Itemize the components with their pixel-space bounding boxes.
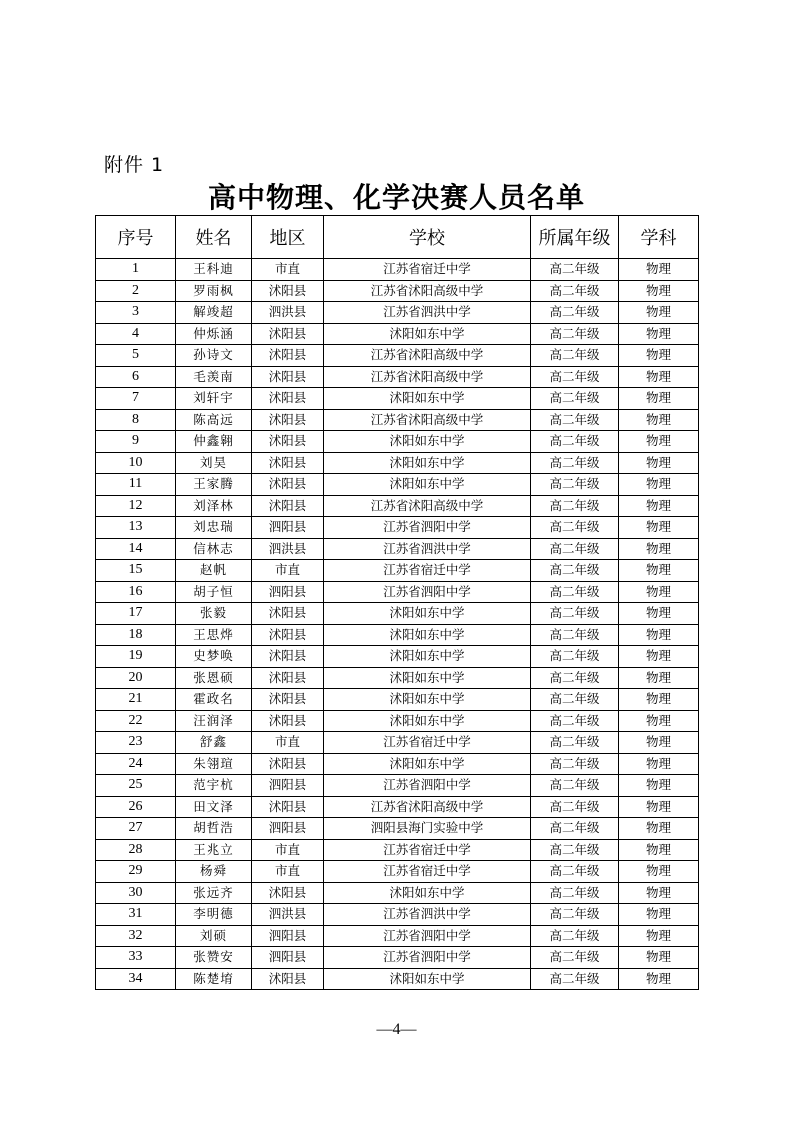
name-cell: 解竣超 (176, 302, 252, 324)
serial-number-cell: 5 (96, 345, 176, 367)
subject-cell: 物理 (619, 517, 699, 539)
name-cell: 霍政名 (176, 689, 252, 711)
table-row (96, 431, 699, 453)
serial-number-cell: 7 (96, 388, 176, 410)
table-row (96, 538, 699, 560)
region-cell: 沭阳县 (252, 667, 324, 689)
subject-cell: 物理 (619, 818, 699, 840)
serial-number-cell: 3 (96, 302, 176, 324)
subject-cell: 物理 (619, 646, 699, 668)
school-cell: 江苏省泗阳中学 (324, 925, 531, 947)
serial-number-cell: 1 (96, 259, 176, 281)
table-row (96, 259, 699, 281)
school-cell: 江苏省宿迁中学 (324, 861, 531, 883)
contestant-table (95, 215, 699, 990)
school-cell: 沭阳如东中学 (324, 667, 531, 689)
grade-cell: 高二年级 (531, 280, 619, 302)
region-cell: 沭阳县 (252, 388, 324, 410)
region-cell: 市直 (252, 259, 324, 281)
table-body (96, 259, 699, 990)
serial-number-cell: 26 (96, 796, 176, 818)
subject-cell: 物理 (619, 839, 699, 861)
region-cell: 市直 (252, 839, 324, 861)
grade-cell: 高二年级 (531, 259, 619, 281)
table-row (96, 861, 699, 883)
grade-cell: 高二年级 (531, 323, 619, 345)
serial-number-cell: 10 (96, 452, 176, 474)
region-cell: 沭阳县 (252, 710, 324, 732)
table-row (96, 302, 699, 324)
name-cell: 罗雨枫 (176, 280, 252, 302)
attachment-label: 附件 1 (104, 154, 165, 176)
school-cell: 江苏省沭阳高级中学 (324, 366, 531, 388)
grade-cell: 高二年级 (531, 495, 619, 517)
serial-number-cell: 14 (96, 538, 176, 560)
table-row (96, 904, 699, 926)
subject-cell: 物理 (619, 581, 699, 603)
table-row (96, 753, 699, 775)
subject-cell: 物理 (619, 624, 699, 646)
region-cell: 沭阳县 (252, 452, 324, 474)
name-cell: 仲鑫翱 (176, 431, 252, 453)
table-row (96, 452, 699, 474)
region-cell: 泗阳县 (252, 925, 324, 947)
grade-cell: 高二年级 (531, 796, 619, 818)
subject-cell: 物理 (619, 775, 699, 797)
subject-cell: 物理 (619, 667, 699, 689)
school-cell: 江苏省宿迁中学 (324, 732, 531, 754)
name-cell: 胡子恒 (176, 581, 252, 603)
subject-cell: 物理 (619, 538, 699, 560)
table-row (96, 667, 699, 689)
grade-cell: 高二年级 (531, 517, 619, 539)
region-cell: 沭阳县 (252, 495, 324, 517)
name-cell: 朱翎瑄 (176, 753, 252, 775)
region-cell: 泗阳县 (252, 947, 324, 969)
school-cell: 沭阳如东中学 (324, 753, 531, 775)
name-cell: 杨舜 (176, 861, 252, 883)
name-cell: 王思烨 (176, 624, 252, 646)
serial-number-cell: 15 (96, 560, 176, 582)
region-cell: 市直 (252, 560, 324, 582)
table-row (96, 323, 699, 345)
grade-cell: 高二年级 (531, 581, 619, 603)
school-cell: 沭阳如东中学 (324, 710, 531, 732)
school-cell: 江苏省泗阳中学 (324, 947, 531, 969)
table-row (96, 581, 699, 603)
region-cell: 市直 (252, 861, 324, 883)
school-cell: 沭阳如东中学 (324, 624, 531, 646)
school-cell: 沭阳如东中学 (324, 882, 531, 904)
grade-cell: 高二年级 (531, 302, 619, 324)
subject-cell: 物理 (619, 323, 699, 345)
name-cell: 范宇杭 (176, 775, 252, 797)
region-cell: 沭阳县 (252, 796, 324, 818)
name-cell: 李明德 (176, 904, 252, 926)
grade-cell: 高二年级 (531, 431, 619, 453)
region-cell: 泗洪县 (252, 904, 324, 926)
grade-cell: 高二年级 (531, 968, 619, 990)
serial-number-cell: 16 (96, 581, 176, 603)
region-cell: 沭阳县 (252, 882, 324, 904)
school-cell: 江苏省泗阳中学 (324, 517, 531, 539)
grade-cell: 高二年级 (531, 646, 619, 668)
name-cell: 陈高远 (176, 409, 252, 431)
school-cell: 江苏省泗阳中学 (324, 775, 531, 797)
serial-number-cell: 12 (96, 495, 176, 517)
name-cell: 张远齐 (176, 882, 252, 904)
name-cell: 张恩硕 (176, 667, 252, 689)
region-cell: 沭阳县 (252, 280, 324, 302)
name-cell: 陈楚堉 (176, 968, 252, 990)
table-row (96, 603, 699, 625)
subject-cell: 物理 (619, 366, 699, 388)
grade-cell: 高二年级 (531, 388, 619, 410)
serial-number-cell: 13 (96, 517, 176, 539)
region-cell: 沭阳县 (252, 968, 324, 990)
table-row (96, 839, 699, 861)
serial-number-cell: 6 (96, 366, 176, 388)
grade-cell: 高二年级 (531, 667, 619, 689)
grade-cell: 高二年级 (531, 861, 619, 883)
page-number: —4— (376, 1021, 417, 1038)
table-row (96, 646, 699, 668)
serial-number-cell: 25 (96, 775, 176, 797)
grade-cell: 高二年级 (531, 538, 619, 560)
school-cell: 江苏省沭阳高级中学 (324, 409, 531, 431)
serial-number-cell: 24 (96, 753, 176, 775)
serial-number-cell: 19 (96, 646, 176, 668)
region-cell: 泗洪县 (252, 302, 324, 324)
grade-cell: 高二年级 (531, 925, 619, 947)
serial-number-cell: 23 (96, 732, 176, 754)
subject-cell: 物理 (619, 603, 699, 625)
serial-number-cell: 29 (96, 861, 176, 883)
subject-cell: 物理 (619, 409, 699, 431)
table-row (96, 388, 699, 410)
subject-cell: 物理 (619, 968, 699, 990)
grade-cell: 高二年级 (531, 818, 619, 840)
name-cell: 刘忠瑞 (176, 517, 252, 539)
table-row (96, 775, 699, 797)
subject-cell: 物理 (619, 710, 699, 732)
school-cell: 江苏省宿迁中学 (324, 839, 531, 861)
subject-cell: 物理 (619, 345, 699, 367)
table-row (96, 796, 699, 818)
school-cell: 江苏省泗洪中学 (324, 302, 531, 324)
name-cell: 刘泽林 (176, 495, 252, 517)
school-cell: 沭阳如东中学 (324, 689, 531, 711)
table-row (96, 345, 699, 367)
region-cell: 泗阳县 (252, 818, 324, 840)
table-row (96, 732, 699, 754)
table-row (96, 366, 699, 388)
name-cell: 刘硕 (176, 925, 252, 947)
school-cell: 泗阳县海门实验中学 (324, 818, 531, 840)
serial-number-cell: 30 (96, 882, 176, 904)
table-row (96, 710, 699, 732)
subject-cell: 物理 (619, 689, 699, 711)
region-cell: 沭阳县 (252, 646, 324, 668)
grade-cell: 高二年级 (531, 689, 619, 711)
serial-number-cell: 17 (96, 603, 176, 625)
name-cell: 刘昊 (176, 452, 252, 474)
school-cell: 江苏省泗洪中学 (324, 538, 531, 560)
subject-cell: 物理 (619, 431, 699, 453)
grade-cell: 高二年级 (531, 947, 619, 969)
school-cell: 沭阳如东中学 (324, 452, 531, 474)
header-subject: 学科 (619, 216, 699, 259)
header-region: 地区 (252, 216, 324, 259)
name-cell: 王家腾 (176, 474, 252, 496)
region-cell: 泗阳县 (252, 775, 324, 797)
school-cell: 沭阳如东中学 (324, 323, 531, 345)
school-cell: 沭阳如东中学 (324, 388, 531, 410)
serial-number-cell: 33 (96, 947, 176, 969)
name-cell: 王兆立 (176, 839, 252, 861)
school-cell: 江苏省沭阳高级中学 (324, 796, 531, 818)
serial-number-cell: 22 (96, 710, 176, 732)
grade-cell: 高二年级 (531, 366, 619, 388)
region-cell: 沭阳县 (252, 323, 324, 345)
subject-cell: 物理 (619, 474, 699, 496)
name-cell: 王科迪 (176, 259, 252, 281)
grade-cell: 高二年级 (531, 732, 619, 754)
subject-cell: 物理 (619, 495, 699, 517)
subject-cell: 物理 (619, 560, 699, 582)
subject-cell: 物理 (619, 732, 699, 754)
table-row (96, 409, 699, 431)
table-header-row (96, 216, 699, 259)
school-cell: 江苏省宿迁中学 (324, 560, 531, 582)
region-cell: 泗洪县 (252, 538, 324, 560)
header-grade: 所属年级 (531, 216, 619, 259)
serial-number-cell: 28 (96, 839, 176, 861)
school-cell: 江苏省沭阳高级中学 (324, 495, 531, 517)
school-cell: 江苏省沭阳高级中学 (324, 280, 531, 302)
table-row (96, 517, 699, 539)
table-row (96, 882, 699, 904)
name-cell: 赵帆 (176, 560, 252, 582)
table-row (96, 560, 699, 582)
subject-cell: 物理 (619, 452, 699, 474)
subject-cell: 物理 (619, 388, 699, 410)
subject-cell: 物理 (619, 882, 699, 904)
subject-cell: 物理 (619, 925, 699, 947)
table-row (96, 474, 699, 496)
serial-number-cell: 31 (96, 904, 176, 926)
subject-cell: 物理 (619, 259, 699, 281)
name-cell: 孙诗文 (176, 345, 252, 367)
name-cell: 张赞安 (176, 947, 252, 969)
region-cell: 沭阳县 (252, 345, 324, 367)
school-cell: 沭阳如东中学 (324, 968, 531, 990)
school-cell: 沭阳如东中学 (324, 646, 531, 668)
grade-cell: 高二年级 (531, 710, 619, 732)
name-cell: 史梦唤 (176, 646, 252, 668)
grade-cell: 高二年级 (531, 753, 619, 775)
serial-number-cell: 4 (96, 323, 176, 345)
name-cell: 仲烁涵 (176, 323, 252, 345)
serial-number-cell: 11 (96, 474, 176, 496)
region-cell: 沭阳县 (252, 603, 324, 625)
grade-cell: 高二年级 (531, 474, 619, 496)
serial-number-cell: 8 (96, 409, 176, 431)
region-cell: 沭阳县 (252, 366, 324, 388)
name-cell: 田文泽 (176, 796, 252, 818)
table-row (96, 968, 699, 990)
grade-cell: 高二年级 (531, 452, 619, 474)
region-cell: 泗阳县 (252, 517, 324, 539)
grade-cell: 高二年级 (531, 882, 619, 904)
serial-number-cell: 2 (96, 280, 176, 302)
grade-cell: 高二年级 (531, 624, 619, 646)
document-title: 高中物理、化学决赛人员名单 (207, 181, 585, 214)
region-cell: 沭阳县 (252, 753, 324, 775)
region-cell: 沭阳县 (252, 409, 324, 431)
name-cell: 毛羡南 (176, 366, 252, 388)
subject-cell: 物理 (619, 796, 699, 818)
table-row (96, 624, 699, 646)
grade-cell: 高二年级 (531, 603, 619, 625)
serial-number-cell: 20 (96, 667, 176, 689)
subject-cell: 物理 (619, 904, 699, 926)
school-cell: 江苏省泗洪中学 (324, 904, 531, 926)
school-cell: 江苏省宿迁中学 (324, 259, 531, 281)
name-cell: 张毅 (176, 603, 252, 625)
table-row (96, 495, 699, 517)
table-row (96, 689, 699, 711)
subject-cell: 物理 (619, 753, 699, 775)
serial-number-cell: 32 (96, 925, 176, 947)
name-cell: 胡哲浩 (176, 818, 252, 840)
school-cell: 沭阳如东中学 (324, 474, 531, 496)
school-cell: 江苏省泗阳中学 (324, 581, 531, 603)
grade-cell: 高二年级 (531, 775, 619, 797)
subject-cell: 物理 (619, 280, 699, 302)
name-cell: 信林志 (176, 538, 252, 560)
subject-cell: 物理 (619, 861, 699, 883)
name-cell: 刘轩宇 (176, 388, 252, 410)
table-row (96, 818, 699, 840)
subject-cell: 物理 (619, 302, 699, 324)
header-school: 学校 (324, 216, 531, 259)
table-row (96, 947, 699, 969)
table-row (96, 925, 699, 947)
serial-number-cell: 18 (96, 624, 176, 646)
name-cell: 汪润泽 (176, 710, 252, 732)
serial-number-cell: 9 (96, 431, 176, 453)
grade-cell: 高二年级 (531, 904, 619, 926)
serial-number-cell: 27 (96, 818, 176, 840)
school-cell: 江苏省沭阳高级中学 (324, 345, 531, 367)
region-cell: 市直 (252, 732, 324, 754)
region-cell: 沭阳县 (252, 431, 324, 453)
region-cell: 沭阳县 (252, 474, 324, 496)
table-row (96, 280, 699, 302)
subject-cell: 物理 (619, 947, 699, 969)
grade-cell: 高二年级 (531, 560, 619, 582)
grade-cell: 高二年级 (531, 409, 619, 431)
header-name: 姓名 (176, 216, 252, 259)
region-cell: 泗阳县 (252, 581, 324, 603)
grade-cell: 高二年级 (531, 839, 619, 861)
header-serial-number: 序号 (96, 216, 176, 259)
school-cell: 沭阳如东中学 (324, 431, 531, 453)
serial-number-cell: 21 (96, 689, 176, 711)
grade-cell: 高二年级 (531, 345, 619, 367)
serial-number-cell: 34 (96, 968, 176, 990)
name-cell: 舒鑫 (176, 732, 252, 754)
region-cell: 沭阳县 (252, 624, 324, 646)
school-cell: 沭阳如东中学 (324, 603, 531, 625)
region-cell: 沭阳县 (252, 689, 324, 711)
